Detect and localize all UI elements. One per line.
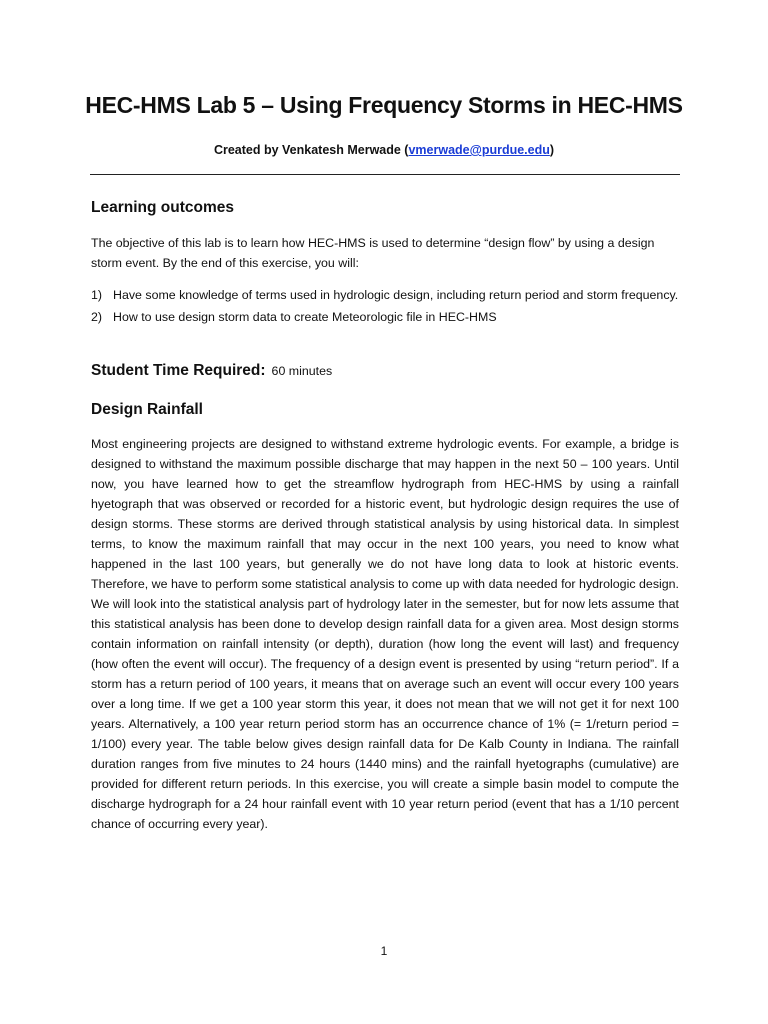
list-item (91, 308, 679, 327)
student-time-row (91, 362, 332, 380)
list-item-number: 2) (91, 310, 103, 324)
author-byline (0, 143, 768, 157)
student-time-label: Student Time Required: (91, 362, 266, 379)
horizontal-rule (90, 174, 680, 175)
learning-outcomes-intro: The objective of this lab is to learn how HEC-HMS is used to determine “design flow” by using a design storm event. By the end of this exercise, you will: (91, 236, 655, 270)
list-item-text: Have some knowledge of terms used in hydrologic design, including return period and storm frequency. (113, 288, 679, 302)
list-item-number: 1) (91, 288, 103, 302)
learning-outcomes-list (91, 286, 679, 330)
list-item (91, 286, 679, 305)
byline-prefix: Created by Venkatesh Merwade ( (213, 143, 409, 157)
page-number: 1 (380, 944, 388, 958)
byline-suffix: ) (549, 143, 555, 157)
email-link[interactable]: vmerwade@purdue.edu (408, 143, 550, 157)
document-title: HEC-HMS Lab 5 – Using Frequency Storms in HEC-HMS (85, 92, 683, 118)
design-rainfall-body: Most engineering projects are designed to withstand extreme hydrologic events. For example, a bridge is designed to withstand the maximum possible discharge that may happen in the next 50 – 100 years. Until now, you have learned how to get the streamflow hydrograph from HEC-HMS by using a rainfall hyetograph that was observed or recorded for a historic event, but hydrologic design requires the use of design storms. These storms are derived through statistical analysis by using historical data. In simplest terms, to know the maximum rainfall that may occur in the next 100 years, you need to know what happened in the last 100 years, but generally we do not have long data to look at historic events. Therefore, we have to perform some statistical analysis to come up with data needed for hydrologic design. We will look into the statistical analysis part of hydrology later in the semester, but for now lets assume that this statistical analysis has been done to develop design rainfall data for a given area. Most design storms contain information on rainfall intensity (or depth), duration (how long the event will last) and frequency (how often the event will occur). The frequency of a design event is presented by using “return period”. If a storm has a return period of 100 years, it means that on average such an event will occur every 100 years over a long time. If we get a 100 year storm this year, it does not mean that we will not get it for next 100 years. Alternatively, a 100 year return period storm has an occurrence chance of 1% (= 1/return period = 1/100) every year. The table below gives design rainfall data for De Kalb County in Indiana. The rainfall duration ranges from five minutes to 24 hours (1440 mins) and the rainfall hyetographs (cumulative) are provided for different return periods. In this exercise, you will create a simple basin model to compute the discharge hydrograph for a 24 hour rainfall event with 10 year return period (event that has a 1/10 percent chance of occurring every year). (91, 437, 679, 831)
design-rainfall-heading: Design Rainfall (91, 401, 203, 418)
student-time-value: 60 minutes (271, 364, 333, 378)
learning-outcomes-heading: Learning outcomes (91, 199, 234, 216)
list-item-text: How to use design storm data to create Meteorologic file in HEC-HMS (113, 310, 497, 324)
